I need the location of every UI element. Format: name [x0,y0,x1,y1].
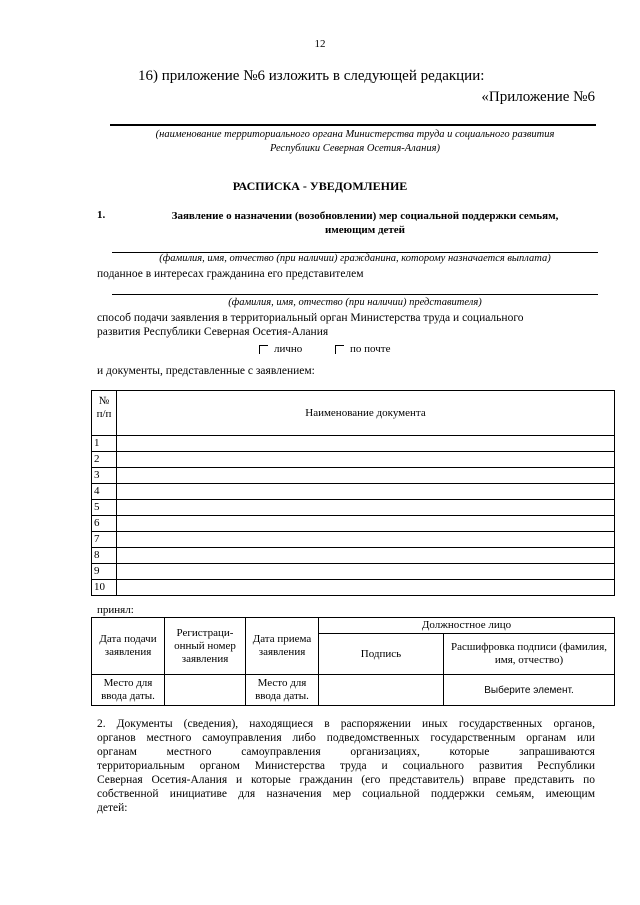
section2-line7: детей: [97,802,128,814]
org-caption-line2: Республики Северная Осетия-Алания) [270,143,440,154]
table-row [92,436,615,452]
submitted-text: поданное в интересах гражданина его представителем [97,268,364,280]
section2-line3 [97,745,595,759]
date-accept-field[interactable]: Место для ввода даты. [246,675,319,706]
section2-line3-word: органам [97,746,137,758]
table-row [92,500,615,516]
section1-title [130,209,600,237]
receipt-table [91,617,615,706]
docs-intro: и документы, представленные с заявлением: [97,365,315,377]
option-mail-label: по почте [350,343,391,355]
appendix-title: «Приложение №6 [481,89,595,105]
section2-line3-word: самоуправления [241,746,321,758]
row-number: 5 [92,500,117,516]
option-personal[interactable] [259,343,302,355]
row-number: 10 [92,580,117,596]
table-row [92,532,615,548]
row-number: 9 [92,564,117,580]
col-date-accept-header: Дата приема заявления [246,618,319,675]
checkbox-mail[interactable] [335,345,344,354]
table-row [92,580,615,596]
reg-number-field[interactable] [165,675,246,706]
documents-table-header [92,391,615,436]
section2-line3-word: запрашиваются [519,746,595,758]
section2-line2: органов местного самоуправления либо подведомственных государственным органам или [97,732,595,744]
amendment-item: 16) приложение №6 изложить в следующей редакции: [138,68,485,84]
document-name-cell[interactable] [117,500,615,516]
section1-title-line2: имеющим детей [324,224,406,236]
col-num-line1: № [98,395,110,407]
signature-field[interactable] [319,675,444,706]
table-row [92,468,615,484]
section2-line4: территориальным органом Министерства труда и социального развития Республики [97,760,595,772]
row-number: 3 [92,468,117,484]
option-personal-label: лично [274,343,303,355]
accepted-label: принял: [97,604,134,616]
org-name-line[interactable] [110,124,596,126]
section2-text [97,717,595,815]
section2-line3-word: организациях, [350,746,420,758]
section2-line3-word: местного [166,746,212,758]
document-name-cell[interactable] [117,468,615,484]
col-reg-number-header: Регистраци-онный номер заявления [165,618,246,675]
method-text [97,311,524,339]
document-name-cell[interactable] [117,484,615,500]
row-number: 7 [92,532,117,548]
document-name-cell[interactable] [117,532,615,548]
row-number: 8 [92,548,117,564]
date-submit-field[interactable]: Место для ввода даты. [92,675,165,706]
document-name-cell[interactable] [117,452,615,468]
row-number: 6 [92,516,117,532]
page-number: 12 [314,38,326,50]
option-mail[interactable] [335,343,390,355]
row-number: 1 [92,436,117,452]
section2-line6: собственной инициативе для назначения мер социальной поддержки семьям, имеющим [97,788,595,800]
receipt-header-row1 [92,618,615,634]
citizen-caption: (фамилия, имя, отчество (при наличии) гражданина, которому назначается выплата) [159,253,551,264]
table-row [92,452,615,468]
document-name-cell[interactable] [117,580,615,596]
method-line1: способ подачи заявления в территориальный орган Министерства труда и социального [97,312,524,324]
col-num-header [92,391,117,436]
section2-line1: 2. Документы (сведения), находящиеся в распоряжении иных государственных органов, [97,718,595,730]
col-num-line2: п/п [96,408,112,420]
org-caption-line1: (наименование территориального органа Министерства труда и социального развития [155,129,555,140]
documents-table [91,390,615,596]
table-row [92,564,615,580]
row-number: 4 [92,484,117,500]
col-signature-decoding-header: Расшифровка подписи (фамилия, имя, отчество) [444,634,615,675]
section2-line5: Северная Осетия-Алания и которые гражданин (его представитель) вправе представить по [97,774,595,786]
document-name-cell[interactable] [117,564,615,580]
col-date-submit-header: Дата подачи заявления [92,618,165,675]
representative-name-line[interactable] [112,294,598,295]
document-name-cell[interactable] [117,436,615,452]
row-number: 2 [92,452,117,468]
document-name-cell[interactable] [117,548,615,564]
table-row [92,484,615,500]
col-signature-header: Подпись [319,634,444,675]
table-row [92,548,615,564]
method-line2: развития Республики Северная Осетия-Алания [97,326,329,338]
document-name-cell[interactable] [117,516,615,532]
choose-element-dropdown[interactable]: Выберите элемент. [444,675,615,706]
section2-line3-word: которые [449,746,490,758]
representative-caption: (фамилия, имя, отчество (при наличии) представителя) [228,297,482,308]
checkbox-personal[interactable] [259,345,268,354]
col-official-header: Должностное лицо [319,618,615,634]
receipt-data-row [92,675,615,706]
table-row [92,516,615,532]
col-name-header: Наименование документа [117,391,615,436]
org-caption [100,128,610,156]
section1-number: 1. [97,209,106,221]
main-title: РАСПИСКА - УВЕДОМЛЕНИЕ [232,179,408,193]
section1-title-line1: Заявление о назначении (возобновлении) мер социальной поддержки семьям, [171,210,559,222]
